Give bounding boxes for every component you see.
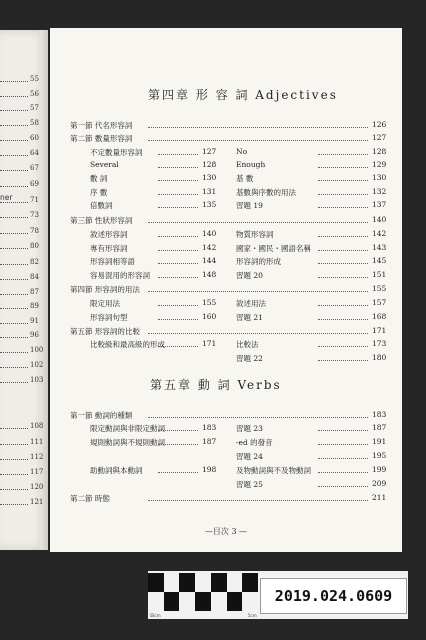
entry-label: 國家・國民・國語名稱 xyxy=(236,244,311,253)
section-label: 第五節 形容詞的比較 xyxy=(70,327,140,336)
catalog-number: 2019.024.0609 xyxy=(260,578,407,614)
left-page-number: 121 xyxy=(30,498,44,506)
color-scale-bar xyxy=(148,571,258,619)
entry-label: 習題 25 xyxy=(236,480,263,489)
leader-dots xyxy=(158,236,198,237)
toc-row xyxy=(50,493,402,507)
entry-label: 及物動詞與不及物動詞 xyxy=(236,466,311,475)
page-number: 127 xyxy=(372,133,387,142)
toc-row xyxy=(50,133,402,147)
page-number: 130 xyxy=(372,173,387,182)
leader-dots xyxy=(0,81,28,82)
left-page-number: 120 xyxy=(30,483,44,491)
leader-dots xyxy=(318,346,368,347)
page-number: 195 xyxy=(372,451,387,460)
leader-dots xyxy=(0,337,28,338)
toc-row xyxy=(50,187,402,201)
leader-dots xyxy=(148,417,368,418)
page-number: 173 xyxy=(372,339,387,348)
leader-dots xyxy=(158,430,198,431)
page-number: 128 xyxy=(372,147,387,156)
entry-label: 限定動詞與非限定動詞 xyxy=(90,424,165,433)
page-number: 160 xyxy=(202,312,217,321)
scale-square xyxy=(227,573,243,592)
leader-dots xyxy=(318,360,368,361)
entry-label: 不定數量形容詞 xyxy=(90,148,143,157)
left-page-number: 80 xyxy=(30,242,39,250)
leader-dots xyxy=(158,180,198,181)
leader-dots xyxy=(158,250,198,251)
toc-row xyxy=(50,298,402,312)
left-page-number: 78 xyxy=(30,227,39,235)
leader-dots xyxy=(0,125,28,126)
scale-square xyxy=(211,573,227,592)
leader-dots xyxy=(318,430,368,431)
entry-label: No xyxy=(236,147,248,156)
leader-dots xyxy=(318,458,368,459)
leader-dots xyxy=(0,96,28,97)
page-number: 137 xyxy=(372,200,387,209)
entry-label: 基數與序數的用法 xyxy=(236,188,296,197)
entry-label: 序 數 xyxy=(90,188,108,197)
toc-row xyxy=(50,243,402,257)
scale-square xyxy=(164,592,180,611)
toc-row xyxy=(50,353,402,367)
page-number: 191 xyxy=(372,437,387,446)
leader-dots xyxy=(0,489,28,490)
scale-square xyxy=(148,573,164,592)
page-number: 171 xyxy=(202,339,217,348)
left-page-number: 71 xyxy=(30,196,39,204)
page-number: 140 xyxy=(372,215,387,224)
page-number: 126 xyxy=(372,120,387,129)
scale-label: 5cm xyxy=(248,613,257,618)
leader-dots xyxy=(318,194,368,195)
entry-label: 敘述用法 xyxy=(236,299,266,308)
leader-dots xyxy=(158,277,198,278)
page-number: 187 xyxy=(372,423,387,432)
leader-dots xyxy=(0,474,28,475)
left-page-number: 102 xyxy=(30,361,44,369)
leader-dots xyxy=(0,352,28,353)
entry-label: 容易混用的形容詞 xyxy=(90,271,150,280)
page-number: 145 xyxy=(372,256,387,265)
left-page-number: 108 xyxy=(30,422,44,430)
leader-dots xyxy=(0,459,28,460)
leader-dots xyxy=(0,294,28,295)
toc-row xyxy=(50,256,402,270)
leader-dots xyxy=(318,486,368,487)
leader-dots xyxy=(318,207,368,208)
leader-dots xyxy=(0,140,28,141)
leader-dots xyxy=(158,346,198,347)
leader-dots xyxy=(0,110,28,111)
left-page-number: 60 xyxy=(30,134,39,142)
leader-dots xyxy=(0,233,28,234)
leader-dots xyxy=(158,472,198,473)
entry-label: Enough xyxy=(236,160,266,169)
toc-row xyxy=(50,200,402,214)
toc-row xyxy=(50,326,402,340)
entry-label: 習題 20 xyxy=(236,271,263,280)
scale-square xyxy=(164,573,180,592)
leader-dots xyxy=(318,472,368,473)
leader-dots xyxy=(318,167,368,168)
toc-row xyxy=(50,451,402,465)
entry-label: 形容詞的形成 xyxy=(236,257,281,266)
leader-dots xyxy=(0,217,28,218)
entry-label: 習題 19 xyxy=(236,201,263,210)
left-page-number: 91 xyxy=(30,317,39,325)
page-number: 130 xyxy=(202,173,217,182)
leader-dots xyxy=(0,428,28,429)
page-number: 140 xyxy=(202,229,217,238)
left-page-number: 73 xyxy=(30,211,39,219)
page-number: 135 xyxy=(202,200,217,209)
page-number: 144 xyxy=(202,256,217,265)
leader-dots xyxy=(0,382,28,383)
entry-label: 助動詞與本動詞 xyxy=(90,466,143,475)
left-page-number: 57 xyxy=(30,104,39,112)
left-page-number: 55 xyxy=(30,75,39,83)
leader-dots xyxy=(318,444,368,445)
page-number: 155 xyxy=(372,284,387,293)
toc-row xyxy=(50,284,402,298)
section-label: 第一節 代名形容詞 xyxy=(70,121,133,130)
scale-square xyxy=(227,592,243,611)
entry-label: 比較法 xyxy=(236,340,259,349)
leader-dots xyxy=(0,264,28,265)
left-page-number: 103 xyxy=(30,376,44,384)
page-number: 131 xyxy=(202,187,217,196)
entry-label: 數 詞 xyxy=(90,174,108,183)
page-number: 157 xyxy=(372,298,387,307)
leader-dots xyxy=(158,194,198,195)
left-page-number: 67 xyxy=(30,164,39,172)
leader-dots xyxy=(0,186,28,187)
leader-dots xyxy=(0,323,28,324)
leader-dots xyxy=(0,308,28,309)
left-page-number: 96 xyxy=(30,331,39,339)
toc-row xyxy=(50,423,402,437)
chapter-title-5: 第五章 動 詞 Verbs xyxy=(150,378,282,392)
section-label: 第三節 性狀形容詞 xyxy=(70,216,133,225)
toc-row xyxy=(50,229,402,243)
page-number: 132 xyxy=(372,187,387,196)
page-number: 171 xyxy=(372,326,387,335)
left-page-number: 56 xyxy=(30,90,39,98)
page-number: 187 xyxy=(202,437,217,446)
page-footer: —目次 3 — xyxy=(204,527,248,536)
toc-row xyxy=(50,173,402,187)
leader-dots xyxy=(0,248,28,249)
left-page-fragment: ner xyxy=(0,193,13,202)
section-label: 第四節 形容詞的用法 xyxy=(70,285,140,294)
entry-label: 規則動詞與不規則動詞 xyxy=(90,438,165,447)
entry-label: 敘述形容詞 xyxy=(90,230,128,239)
section-label: 第二節 時態 xyxy=(70,494,110,503)
entry-label: -ed 的發音 xyxy=(236,438,273,447)
leader-dots xyxy=(0,279,28,280)
leader-dots xyxy=(318,180,368,181)
leader-dots xyxy=(158,207,198,208)
page-number: 155 xyxy=(202,298,217,307)
toc-row xyxy=(50,410,402,424)
left-page-number: 84 xyxy=(30,273,39,281)
page-number: 168 xyxy=(372,312,387,321)
entry-label: 習題 21 xyxy=(236,313,263,322)
leader-dots xyxy=(148,127,368,128)
leader-dots xyxy=(0,202,28,203)
entry-label: 基 數 xyxy=(236,174,254,183)
entry-label: 習題 24 xyxy=(236,452,263,461)
entry-label: 限定用法 xyxy=(90,299,120,308)
toc-row xyxy=(50,160,402,174)
leader-dots xyxy=(318,154,368,155)
page-number: 199 xyxy=(372,465,387,474)
section-label: 第一節 動詞的種類 xyxy=(70,411,133,420)
toc-row xyxy=(50,215,402,229)
leader-dots xyxy=(318,250,368,251)
left-page-number: 64 xyxy=(30,149,39,157)
leader-dots xyxy=(158,263,198,264)
entry-label: 習題 22 xyxy=(236,354,263,363)
page-number: 128 xyxy=(202,160,217,169)
toc-row xyxy=(50,479,402,493)
entry-label: 比較級和最高級的形成 xyxy=(90,340,165,349)
leader-dots xyxy=(0,444,28,445)
leader-dots xyxy=(158,167,198,168)
toc-row xyxy=(50,147,402,161)
catalog-card xyxy=(148,571,408,619)
section-label: 第二節 數量形容詞 xyxy=(70,134,133,143)
entry-label: 形容詞句型 xyxy=(90,313,128,322)
leader-dots xyxy=(318,263,368,264)
scale-square xyxy=(195,573,211,592)
leader-dots xyxy=(148,500,368,501)
scale-square xyxy=(148,592,164,611)
scale-label: 3cm xyxy=(152,613,161,618)
left-page-number: 117 xyxy=(30,468,44,476)
chapter-title-4: 第四章 形 容 詞 Adjectives xyxy=(148,88,338,102)
left-page-number: 69 xyxy=(30,180,39,188)
page-number: 127 xyxy=(202,147,217,156)
scale-square xyxy=(242,592,258,611)
leader-dots xyxy=(0,367,28,368)
left-page-number: 82 xyxy=(30,258,39,266)
page-number: 129 xyxy=(372,160,387,169)
left-page-number: 100 xyxy=(30,346,44,354)
left-page-number: 112 xyxy=(30,453,44,461)
scale-square xyxy=(242,573,258,592)
left-page-number: 89 xyxy=(30,302,39,310)
leader-dots xyxy=(0,170,28,171)
page-number: 198 xyxy=(202,465,217,474)
toc-row xyxy=(50,465,402,479)
left-page xyxy=(0,30,48,550)
leader-dots xyxy=(0,155,28,156)
leader-dots xyxy=(318,305,368,306)
entry-label: 習題 23 xyxy=(236,424,263,433)
page-number: 209 xyxy=(372,479,387,488)
entry-label: 物質形容詞 xyxy=(236,230,274,239)
scale-label: 0 xyxy=(150,613,153,618)
toc-row xyxy=(50,270,402,284)
toc-row xyxy=(50,437,402,451)
leader-dots xyxy=(158,444,198,445)
leader-dots xyxy=(148,140,368,141)
leader-dots xyxy=(318,319,368,320)
leader-dots xyxy=(158,305,198,306)
leader-dots xyxy=(148,333,368,334)
leader-dots xyxy=(158,154,198,155)
left-page-number: 111 xyxy=(30,438,44,446)
scale-square xyxy=(179,573,195,592)
left-page-number: 87 xyxy=(30,288,39,296)
page-number: 151 xyxy=(372,270,387,279)
leader-dots xyxy=(158,319,198,320)
page-number: 180 xyxy=(372,353,387,362)
entry-label: 專有形容詞 xyxy=(90,244,128,253)
scale-square xyxy=(179,592,195,611)
page-number: 143 xyxy=(372,243,387,252)
scale-square xyxy=(211,592,227,611)
left-page-number: 58 xyxy=(30,119,39,127)
page-number: 148 xyxy=(202,270,217,279)
toc-row xyxy=(50,339,402,353)
page-number: 183 xyxy=(372,410,387,419)
entry-label: 倍數詞 xyxy=(90,201,113,210)
toc-row xyxy=(50,312,402,326)
entry-label: Several xyxy=(90,160,119,169)
entry-label: 形容詞相等語 xyxy=(90,257,135,266)
leader-dots xyxy=(0,504,28,505)
scale-square xyxy=(195,592,211,611)
page-number: 142 xyxy=(202,243,217,252)
page-number: 142 xyxy=(372,229,387,238)
page-number: 211 xyxy=(372,493,387,502)
leader-dots xyxy=(318,277,368,278)
page-number: 183 xyxy=(202,423,217,432)
leader-dots xyxy=(318,236,368,237)
leader-dots xyxy=(148,222,368,223)
toc-page xyxy=(50,28,402,552)
leader-dots xyxy=(148,291,368,292)
toc-row xyxy=(50,120,402,134)
